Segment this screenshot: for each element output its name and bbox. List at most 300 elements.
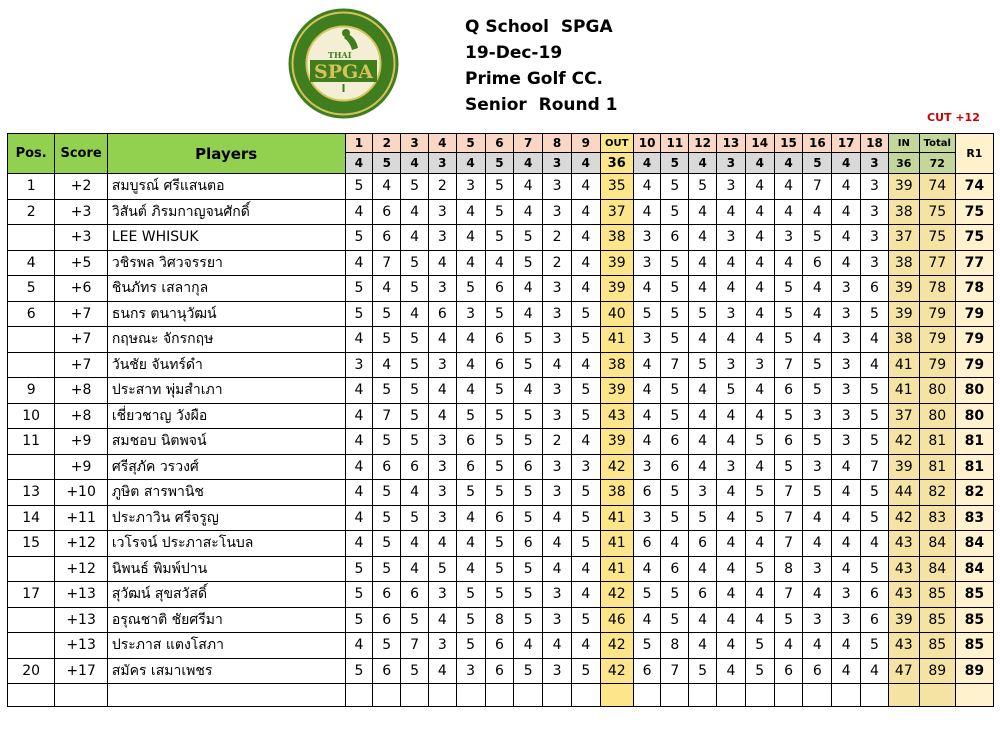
hole-score-cell: 5 — [661, 174, 689, 200]
in-total-cell: 43 — [888, 633, 919, 659]
in-header: IN — [888, 134, 919, 153]
total-cell: 84 — [919, 556, 955, 582]
hole-score-cell: 6 — [633, 658, 661, 684]
hole-score-cell: 5 — [485, 199, 514, 225]
hole-score-cell: 5 — [861, 403, 889, 429]
hole-score-cell: 6 — [485, 505, 514, 531]
hole-header: 1 — [345, 134, 373, 153]
par-cell: 5 — [661, 153, 689, 174]
out-total-cell: 38 — [600, 480, 633, 506]
score-cell: +17 — [55, 658, 107, 684]
par-total-cell: 72 — [919, 153, 955, 174]
hole-score-cell: 6 — [803, 250, 832, 276]
par-in-cell: 36 — [888, 153, 919, 174]
out-total-cell: 46 — [600, 607, 633, 633]
hole-score-cell: 5 — [689, 174, 717, 200]
hole-score-cell: 5 — [373, 505, 401, 531]
total-cell: 79 — [919, 301, 955, 327]
hole-score-cell: 5 — [803, 225, 832, 251]
hole-score-cell: 3 — [543, 327, 572, 353]
hole-score-cell: 3 — [543, 403, 572, 429]
r1-cell: 89 — [955, 658, 993, 684]
hole-score-cell: 5 — [571, 531, 600, 557]
position-cell — [8, 607, 55, 633]
hole-score-cell: 4 — [456, 225, 485, 251]
hole-header: 5 — [456, 134, 485, 153]
hole-score-cell: 8 — [485, 607, 514, 633]
hole-score-cell: 4 — [689, 607, 717, 633]
hole-score-cell: 4 — [832, 480, 861, 506]
hole-score-cell: 5 — [633, 582, 661, 608]
position-cell — [8, 556, 55, 582]
player-row — [8, 556, 994, 582]
hole-score-cell: 5 — [456, 633, 485, 659]
hole-score-cell: 3 — [543, 607, 572, 633]
hole-score-cell: 5 — [373, 633, 401, 659]
hole-score-cell: 5 — [401, 276, 429, 302]
hole-score-cell: 6 — [861, 582, 889, 608]
out-total-cell: 40 — [600, 301, 633, 327]
hole-score-cell: 4 — [514, 174, 543, 200]
player-row — [8, 582, 994, 608]
hole-score-cell: 5 — [373, 429, 401, 455]
hole-score-cell: 2 — [543, 250, 572, 276]
total-cell: 80 — [919, 378, 955, 404]
out-total-cell: 41 — [600, 327, 633, 353]
hole-score-cell: 4 — [745, 378, 774, 404]
in-total-cell: 43 — [888, 531, 919, 557]
hole-score-cell: 3 — [633, 327, 661, 353]
hole-score-cell: 3 — [832, 378, 861, 404]
player-row — [8, 633, 994, 659]
empty-cell — [861, 684, 889, 707]
par-cell: 3 — [543, 153, 572, 174]
in-total-cell: 38 — [888, 199, 919, 225]
r1-cell: 85 — [955, 607, 993, 633]
hole-score-cell: 4 — [717, 633, 746, 659]
hole-score-cell: 3 — [803, 556, 832, 582]
hole-score-cell: 5 — [661, 378, 689, 404]
hole-score-cell: 5 — [373, 301, 401, 327]
hole-score-cell: 4 — [745, 199, 774, 225]
total-cell: 81 — [919, 454, 955, 480]
hole-score-cell: 5 — [401, 607, 429, 633]
position-cell — [8, 633, 55, 659]
hole-score-cell: 5 — [514, 403, 543, 429]
hole-score-cell: 6 — [373, 582, 401, 608]
hole-score-cell: 4 — [689, 276, 717, 302]
hole-score-cell: 4 — [401, 556, 429, 582]
hole-score-cell: 3 — [832, 403, 861, 429]
hole-score-cell: 5 — [514, 250, 543, 276]
hole-score-cell: 4 — [571, 556, 600, 582]
hole-score-cell: 5 — [514, 225, 543, 251]
hole-score-cell: 4 — [345, 531, 373, 557]
hole-score-cell: 5 — [571, 327, 600, 353]
hole-score-cell: 4 — [832, 556, 861, 582]
hole-score-cell: 6 — [514, 454, 543, 480]
hole-score-cell: 4 — [633, 403, 661, 429]
hole-score-cell: 5 — [774, 403, 803, 429]
player-name-cell: นิพนธ์ พิมพ์ปาน — [107, 556, 345, 582]
hole-score-cell: 3 — [543, 174, 572, 200]
empty-cell — [774, 684, 803, 707]
out-total-cell: 41 — [600, 556, 633, 582]
hole-score-cell: 4 — [717, 327, 746, 353]
hole-score-cell: 3 — [428, 429, 456, 455]
in-total-cell: 39 — [888, 276, 919, 302]
par-cell: 4 — [832, 153, 861, 174]
hole-score-cell: 4 — [571, 633, 600, 659]
position-cell: 9 — [8, 378, 55, 404]
hole-score-cell: 5 — [456, 607, 485, 633]
hole-score-cell: 6 — [774, 378, 803, 404]
in-total-cell: 43 — [888, 556, 919, 582]
hole-score-cell: 4 — [428, 607, 456, 633]
hole-score-cell: 4 — [745, 454, 774, 480]
position-cell: 6 — [8, 301, 55, 327]
hole-score-cell: 5 — [401, 658, 429, 684]
empty-cell — [600, 684, 633, 707]
hole-score-cell: 5 — [456, 403, 485, 429]
score-cell: +12 — [55, 556, 107, 582]
total-cell: 89 — [919, 658, 955, 684]
total-cell: 80 — [919, 403, 955, 429]
hole-score-cell: 4 — [803, 633, 832, 659]
player-name-cell: ประสาท พุ่มสำเภา — [107, 378, 345, 404]
total-cell: 75 — [919, 225, 955, 251]
hole-score-cell: 4 — [571, 174, 600, 200]
r1-cell: 81 — [955, 454, 993, 480]
r1-cell: 84 — [955, 556, 993, 582]
hole-score-cell: 3 — [861, 199, 889, 225]
hole-score-cell: 4 — [401, 225, 429, 251]
hole-header-row — [8, 134, 994, 153]
hole-score-cell: 4 — [745, 276, 774, 302]
par-cell: 4 — [345, 153, 373, 174]
hole-score-cell: 4 — [401, 480, 429, 506]
out-total-cell: 41 — [600, 505, 633, 531]
hole-header: 3 — [401, 134, 429, 153]
par-cell: 4 — [571, 153, 600, 174]
in-total-cell: 38 — [888, 327, 919, 353]
hole-score-cell: 5 — [689, 352, 717, 378]
hole-score-cell: 4 — [633, 199, 661, 225]
hole-score-cell: 3 — [543, 480, 572, 506]
hole-header: 2 — [373, 134, 401, 153]
hole-score-cell: 5 — [485, 378, 514, 404]
hole-score-cell: 2 — [543, 225, 572, 251]
hole-score-cell: 7 — [774, 531, 803, 557]
player-row — [8, 352, 994, 378]
hole-score-cell: 4 — [571, 225, 600, 251]
hole-score-cell: 4 — [774, 199, 803, 225]
score-cell: +3 — [55, 225, 107, 251]
leaderboard-body — [8, 174, 994, 707]
hole-header: 6 — [485, 134, 514, 153]
hole-score-cell: 2 — [543, 429, 572, 455]
in-total-cell: 38 — [888, 250, 919, 276]
hole-score-cell: 3 — [861, 250, 889, 276]
empty-cell — [661, 684, 689, 707]
hole-score-cell: 5 — [456, 276, 485, 302]
hole-score-cell: 4 — [514, 276, 543, 302]
hole-score-cell: 5 — [803, 378, 832, 404]
hole-score-cell: 5 — [401, 250, 429, 276]
hole-score-cell: 3 — [456, 174, 485, 200]
hole-score-cell: 5 — [571, 403, 600, 429]
hole-score-cell: 5 — [774, 454, 803, 480]
hole-score-cell: 4 — [428, 403, 456, 429]
hole-score-cell: 5 — [401, 378, 429, 404]
hole-score-cell: 4 — [803, 505, 832, 531]
out-total-cell: 43 — [600, 403, 633, 429]
hole-header: 12 — [689, 134, 717, 153]
hole-score-cell: 4 — [861, 327, 889, 353]
r1-cell: 83 — [955, 505, 993, 531]
hole-score-cell: 5 — [661, 403, 689, 429]
hole-score-cell: 7 — [661, 352, 689, 378]
out-total-cell: 38 — [600, 352, 633, 378]
hole-score-cell: 5 — [514, 658, 543, 684]
total-cell: 74 — [919, 174, 955, 200]
leaderboard-table — [7, 133, 994, 707]
hole-score-cell: 4 — [514, 301, 543, 327]
hole-score-cell: 5 — [485, 429, 514, 455]
player-row — [8, 505, 994, 531]
player-row — [8, 225, 994, 251]
hole-score-cell: 4 — [543, 352, 572, 378]
r1-cell: 84 — [955, 531, 993, 557]
hole-score-cell: 4 — [571, 582, 600, 608]
hole-score-cell: 3 — [861, 225, 889, 251]
score-cell: +11 — [55, 505, 107, 531]
empty-cell — [55, 684, 107, 707]
player-name-cell: LEE WHISUK — [107, 225, 345, 251]
hole-score-cell: 4 — [689, 378, 717, 404]
empty-cell — [955, 684, 993, 707]
hole-score-cell: 4 — [456, 505, 485, 531]
hole-score-cell: 3 — [745, 352, 774, 378]
hole-score-cell: 4 — [456, 352, 485, 378]
hole-score-cell: 4 — [633, 607, 661, 633]
spga-logo-icon — [286, 6, 401, 121]
player-name-cell: ธนกร ตนานุวัฒน์ — [107, 301, 345, 327]
score-cell: +2 — [55, 174, 107, 200]
r1-cell: 81 — [955, 429, 993, 455]
hole-score-cell: 4 — [689, 225, 717, 251]
position-cell: 1 — [8, 174, 55, 200]
score-cell: +7 — [55, 352, 107, 378]
r1-cell: 80 — [955, 378, 993, 404]
hole-score-cell: 7 — [774, 352, 803, 378]
hole-score-cell: 5 — [345, 556, 373, 582]
par-cell: 4 — [774, 153, 803, 174]
hole-score-cell: 5 — [661, 327, 689, 353]
total-cell: 77 — [919, 250, 955, 276]
hole-score-cell: 5 — [401, 505, 429, 531]
total-cell: 84 — [919, 531, 955, 557]
out-total-cell: 35 — [600, 174, 633, 200]
par-out-cell: 36 — [600, 153, 633, 174]
hole-score-cell: 6 — [485, 327, 514, 353]
hole-score-cell: 4 — [832, 531, 861, 557]
hole-score-cell: 5 — [485, 403, 514, 429]
hole-score-cell: 6 — [661, 225, 689, 251]
hole-score-cell: 5 — [689, 505, 717, 531]
hole-score-cell: 4 — [543, 531, 572, 557]
hole-score-cell: 8 — [774, 556, 803, 582]
hole-score-cell: 5 — [485, 480, 514, 506]
hole-score-cell: 5 — [774, 327, 803, 353]
hole-score-cell: 5 — [571, 505, 600, 531]
hole-score-cell: 7 — [861, 454, 889, 480]
hole-score-cell: 5 — [861, 429, 889, 455]
event-date: 19-Dec-19 — [465, 43, 563, 63]
hole-score-cell: 4 — [633, 556, 661, 582]
hole-score-cell: 3 — [456, 301, 485, 327]
hole-score-cell: 4 — [745, 250, 774, 276]
hole-score-cell: 4 — [345, 480, 373, 506]
player-row — [8, 327, 994, 353]
score-cell: +7 — [55, 301, 107, 327]
hole-score-cell: 5 — [345, 658, 373, 684]
out-total-cell: 39 — [600, 378, 633, 404]
hole-score-cell: 4 — [803, 276, 832, 302]
hole-score-cell: 4 — [803, 582, 832, 608]
in-total-cell: 39 — [888, 301, 919, 327]
hole-score-cell: 5 — [373, 327, 401, 353]
in-total-cell: 44 — [888, 480, 919, 506]
player-name-cell: ชินภัทร เสลากุล — [107, 276, 345, 302]
hole-score-cell: 4 — [774, 633, 803, 659]
hole-score-cell: 5 — [745, 429, 774, 455]
hole-score-cell: 5 — [485, 174, 514, 200]
hole-score-cell: 4 — [832, 658, 861, 684]
hole-score-cell: 7 — [774, 480, 803, 506]
hole-score-cell: 7 — [774, 505, 803, 531]
hole-score-cell: 5 — [514, 429, 543, 455]
hole-score-cell: 6 — [774, 658, 803, 684]
in-total-cell: 41 — [888, 352, 919, 378]
hole-score-cell: 6 — [861, 607, 889, 633]
out-total-cell: 38 — [600, 225, 633, 251]
hole-score-cell: 3 — [803, 403, 832, 429]
hole-score-cell: 5 — [861, 480, 889, 506]
hole-score-cell: 5 — [514, 327, 543, 353]
empty-cell — [543, 684, 572, 707]
player-name-cell: สุวัฒน์ สุขสวัสดิ์ — [107, 582, 345, 608]
hole-score-cell: 5 — [428, 556, 456, 582]
hole-score-cell: 5 — [571, 607, 600, 633]
hole-score-cell: 4 — [689, 556, 717, 582]
r1-cell: 80 — [955, 403, 993, 429]
hole-score-cell: 5 — [571, 301, 600, 327]
out-total-cell: 41 — [600, 531, 633, 557]
out-total-cell: 42 — [600, 658, 633, 684]
hole-score-cell: 4 — [543, 633, 572, 659]
hole-score-cell: 4 — [717, 276, 746, 302]
hole-score-cell: 3 — [832, 352, 861, 378]
position-cell: 4 — [8, 250, 55, 276]
hole-score-cell: 4 — [428, 378, 456, 404]
hole-score-cell: 3 — [717, 454, 746, 480]
hole-score-cell: 4 — [345, 505, 373, 531]
hole-score-cell: 6 — [661, 429, 689, 455]
hole-score-cell: 4 — [428, 327, 456, 353]
hole-score-cell: 5 — [373, 531, 401, 557]
score-cell: +3 — [55, 199, 107, 225]
hole-score-cell: 4 — [689, 429, 717, 455]
out-total-cell: 42 — [600, 454, 633, 480]
hole-score-cell: 5 — [514, 480, 543, 506]
hole-score-cell: 4 — [689, 633, 717, 659]
hole-score-cell: 4 — [717, 250, 746, 276]
position-cell: 13 — [8, 480, 55, 506]
in-total-cell: 47 — [888, 658, 919, 684]
score-cell: +13 — [55, 607, 107, 633]
hole-header: 17 — [832, 134, 861, 153]
in-total-cell: 39 — [888, 607, 919, 633]
player-name-cell: ศรีสุภัค วรวงศ์ — [107, 454, 345, 480]
hole-score-cell: 4 — [543, 556, 572, 582]
hole-score-cell: 5 — [861, 378, 889, 404]
hole-score-cell: 6 — [485, 633, 514, 659]
position-cell: 5 — [8, 276, 55, 302]
hole-score-cell: 5 — [456, 582, 485, 608]
player-name-cell: อรุณชาติ ชัยศรีมา — [107, 607, 345, 633]
hole-score-cell: 5 — [401, 352, 429, 378]
hole-score-cell: 4 — [689, 454, 717, 480]
hole-score-cell: 3 — [832, 276, 861, 302]
title-block — [465, 14, 618, 118]
hole-score-cell: 4 — [803, 531, 832, 557]
hole-score-cell: 5 — [774, 607, 803, 633]
hole-score-cell: 4 — [514, 633, 543, 659]
hole-score-cell: 4 — [485, 250, 514, 276]
event-round: Senior Round 1 — [465, 95, 618, 115]
hole-score-cell: 3 — [428, 199, 456, 225]
hole-score-cell: 3 — [832, 429, 861, 455]
player-row — [8, 480, 994, 506]
hole-score-cell: 4 — [717, 199, 746, 225]
player-name-cell: เวโรจน์ ประภาสะโนบล — [107, 531, 345, 557]
hole-score-cell: 5 — [774, 276, 803, 302]
hole-score-cell: 5 — [345, 607, 373, 633]
empty-cell — [689, 684, 717, 707]
hole-score-cell: 6 — [661, 556, 689, 582]
hole-score-cell: 5 — [633, 633, 661, 659]
hole-header: 11 — [661, 134, 689, 153]
hole-score-cell: 5 — [485, 531, 514, 557]
out-header: OUT — [600, 134, 633, 153]
hole-header: 18 — [861, 134, 889, 153]
empty-cell — [803, 684, 832, 707]
in-total-cell: 39 — [888, 174, 919, 200]
hole-score-cell: 5 — [661, 276, 689, 302]
hole-score-cell: 4 — [745, 301, 774, 327]
position-cell: 20 — [8, 658, 55, 684]
hole-score-cell: 6 — [661, 454, 689, 480]
hole-score-cell: 5 — [345, 225, 373, 251]
hole-score-cell: 6 — [633, 480, 661, 506]
hole-score-cell: 4 — [774, 174, 803, 200]
hole-score-cell: 5 — [514, 556, 543, 582]
score-cell: +8 — [55, 403, 107, 429]
hole-score-cell: 6 — [485, 276, 514, 302]
hole-score-cell: 4 — [456, 378, 485, 404]
empty-cell — [456, 684, 485, 707]
